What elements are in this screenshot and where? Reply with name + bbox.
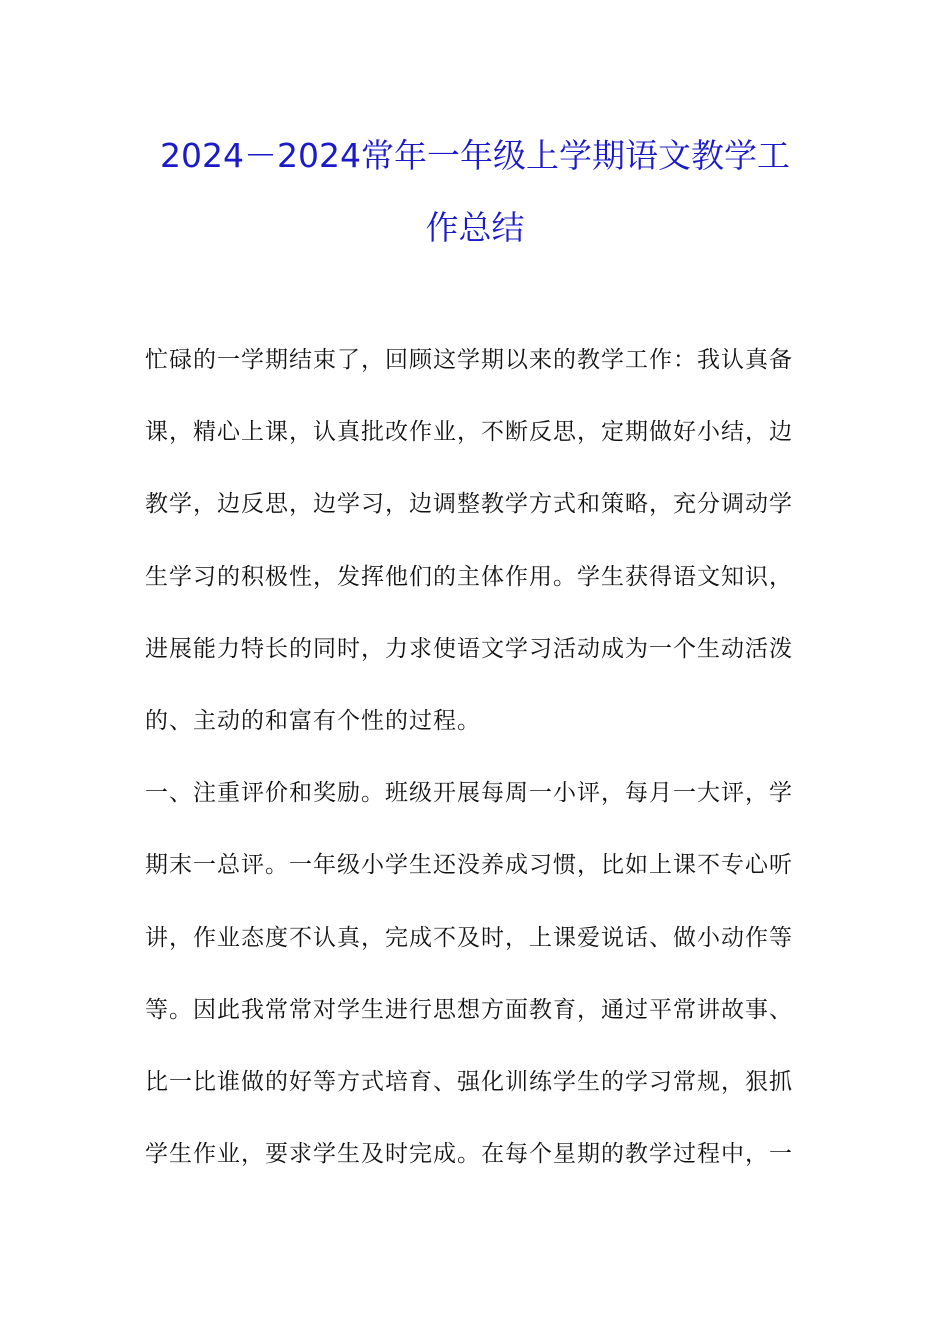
- body-line: 课，精心上课，认真批改作业，不断反思，定期做好小结，边: [145, 419, 793, 446]
- document-title-line-2: 作总结: [425, 208, 525, 247]
- body-line: 期末一总评。一年级小学生还没养成习惯，比如上课不专心听: [145, 852, 793, 879]
- document-body: [145, 340, 810, 1206]
- body-line: 学生作业，要求学生及时完成。在每个星期的教学过程中，一: [145, 1141, 793, 1168]
- body-line: 忙碌的一学期结束了，回顾这学期以来的教学工作：我认真备: [145, 347, 793, 373]
- body-line: 比一比谁做的好等方式培育、强化训练学生的学习常规，狠抓: [145, 1068, 793, 1095]
- body-line: 的、主动的和富有个性的过程。: [145, 707, 481, 734]
- body-line: 进展能力特长的同时，力求使语文学习活动成为一个生动活泼: [145, 635, 793, 662]
- body-line: 一、注重评价和奖励。班级开展每周一小评，每月一大评，学: [145, 780, 793, 807]
- body-line: 讲，作业态度不认真，完成不及时，上课爱说话、做小动作等: [145, 924, 793, 951]
- body-line: 等。因此我常常对学生进行思想方面教育，通过平常讲故事、: [145, 996, 793, 1023]
- body-line: 教学，边反思，边学习，边调整教学方式和策略，充分调动学: [145, 491, 793, 518]
- document-title-line-1: 2024－2024常年一年级上学期语文教学工: [160, 136, 790, 175]
- body-line: 生学习的积极性，发挥他们的主体作用。学生获得语文知识，: [145, 563, 793, 590]
